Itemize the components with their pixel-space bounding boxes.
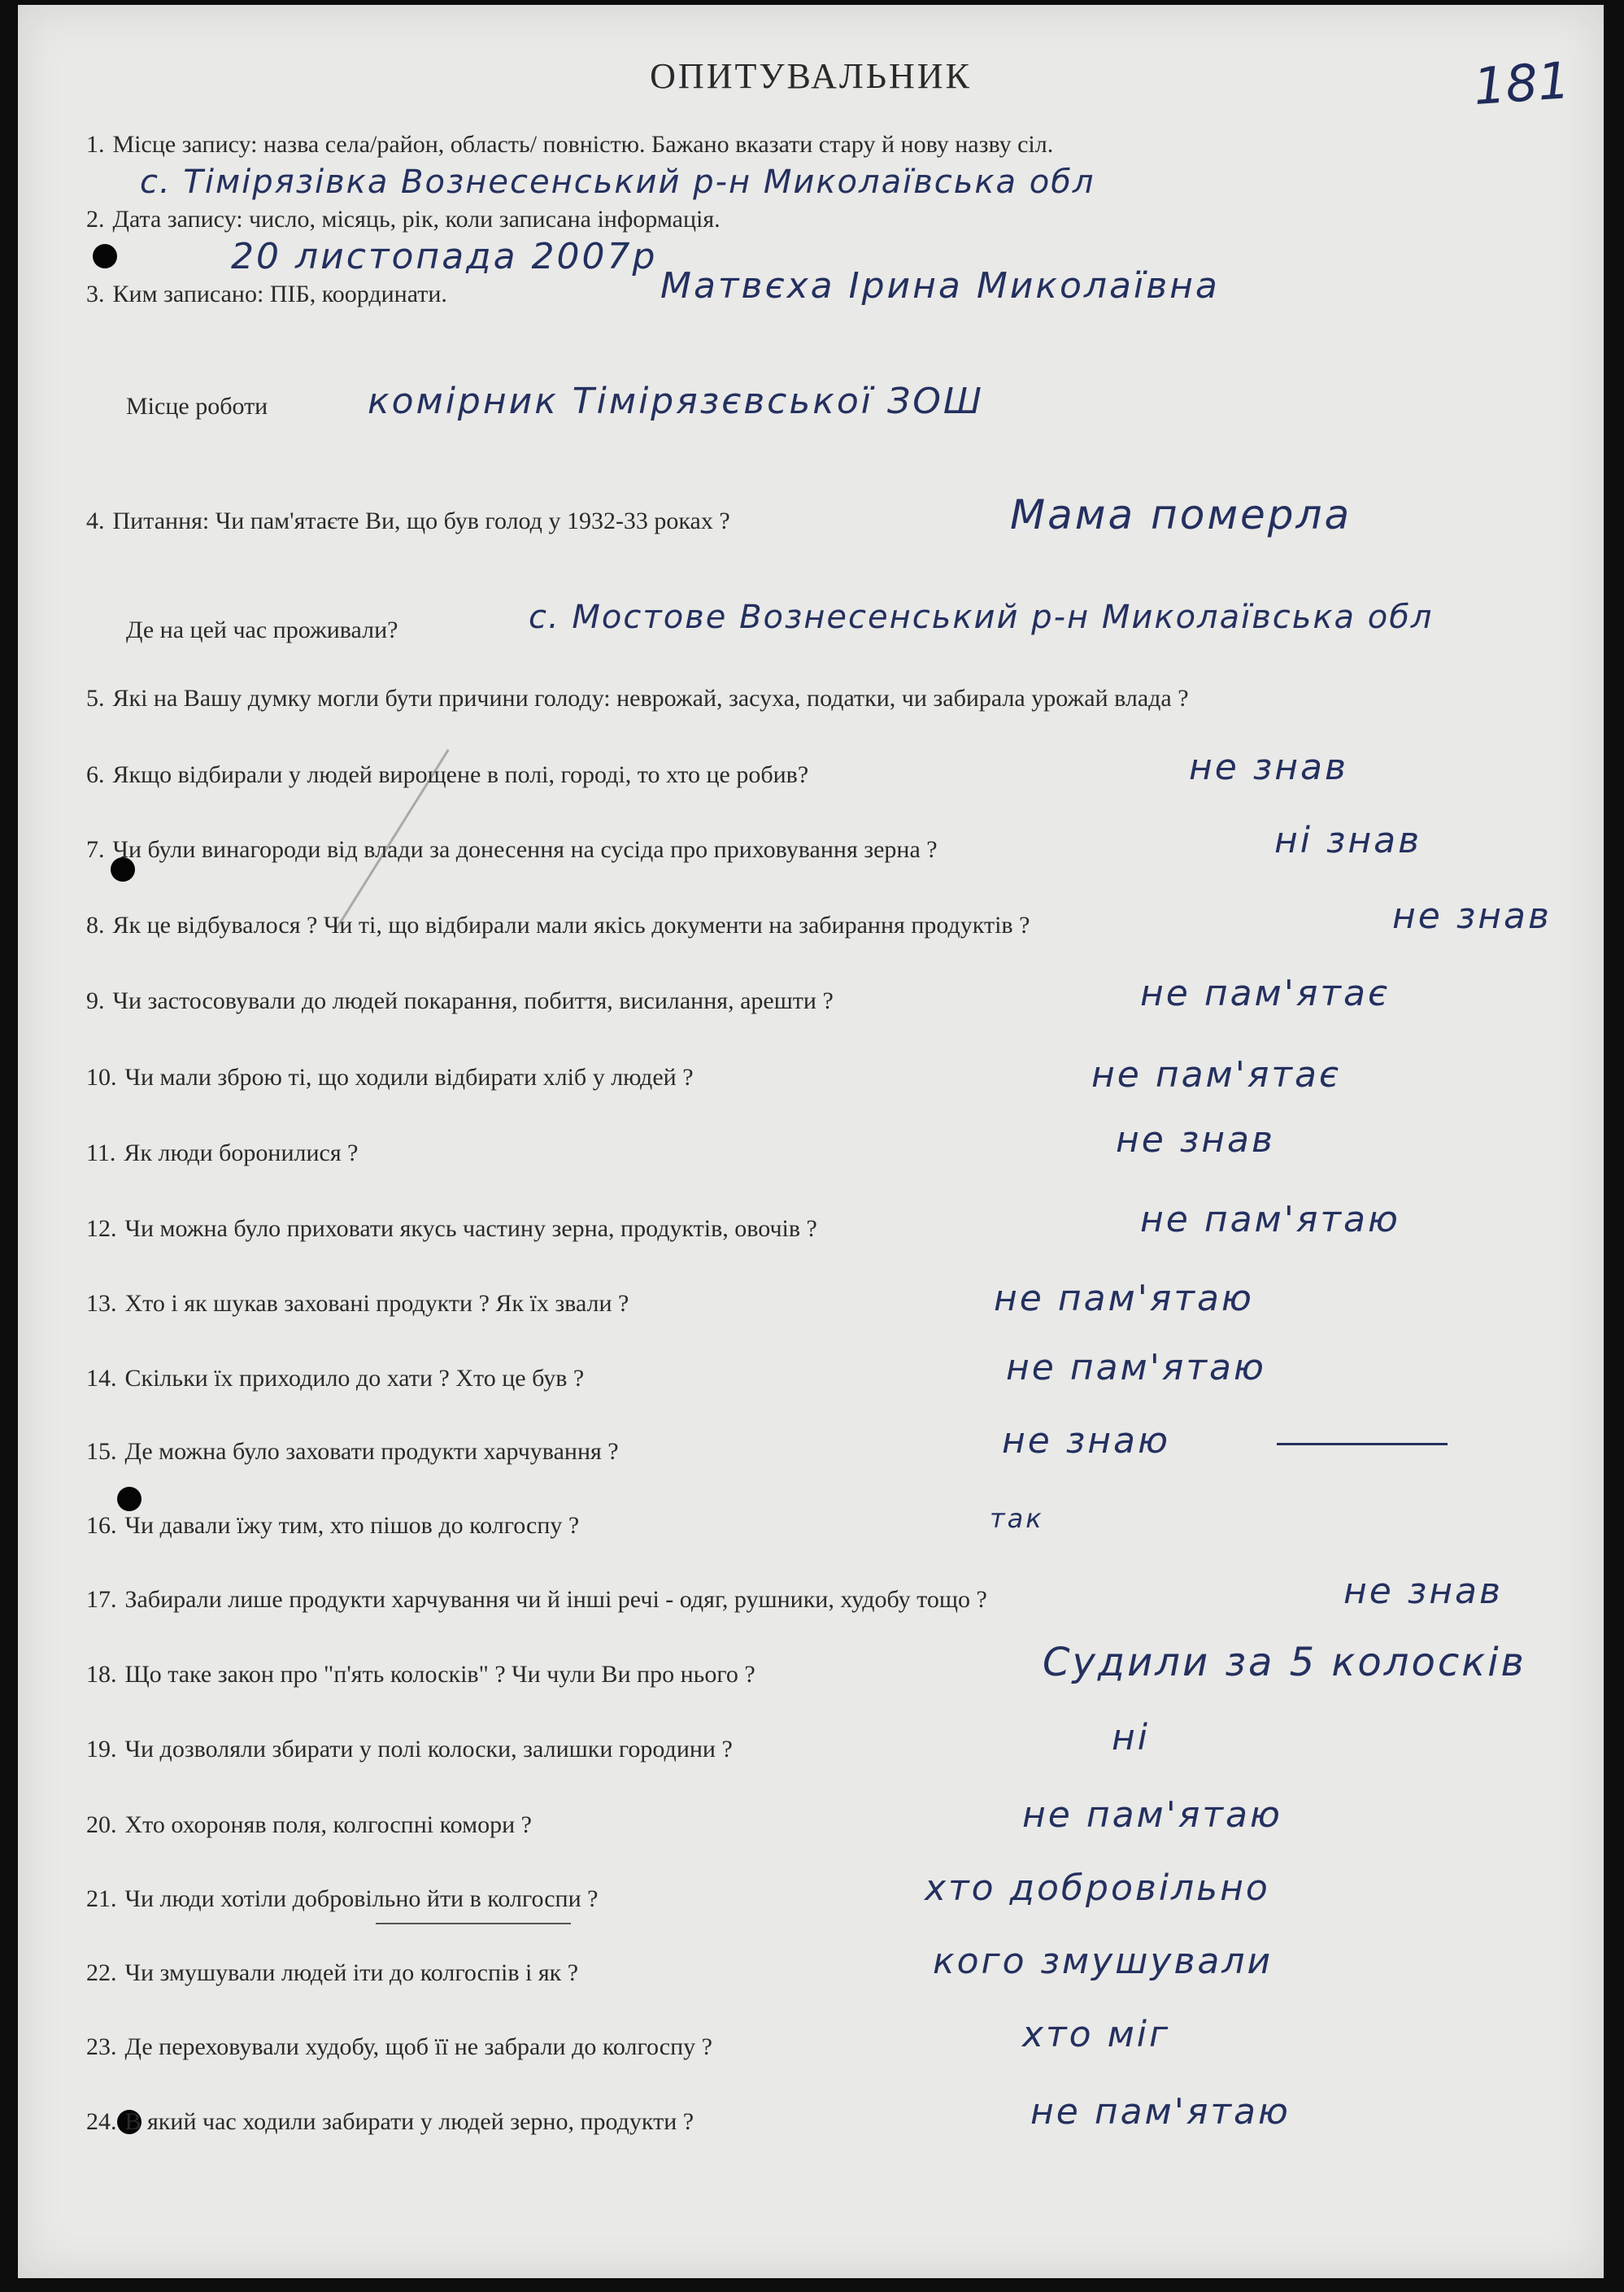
question-3: [86, 281, 447, 308]
question-number: 19.: [86, 1736, 117, 1763]
question-text: Хто охороняв поля, колгоспні комори ?: [124, 1811, 532, 1838]
question-number: 11.: [86, 1139, 116, 1166]
question-text: Чи мали зброю ті, що ходили відбирати хліб у людей ?: [124, 1064, 694, 1091]
question-text: Де переховували худобу, щоб її не забрали до колгоспу ?: [124, 2033, 712, 2060]
residence-answer: с. Мостове Вознесенський р-н Миколаївська обл: [529, 599, 1434, 636]
workplace-label: Місце роботи: [126, 393, 268, 420]
question-7: [86, 836, 938, 864]
question-number: 21.: [86, 1885, 117, 1912]
question-text: Ким записано: ПІБ, координати.: [112, 281, 447, 307]
question-text: В який час ходили забирати у людей зерно, продукти ?: [124, 2108, 694, 2135]
question-text: Чи були винагороди від влади за донесення на сусіда про приховування зерна ?: [112, 836, 938, 863]
question-20: [86, 1811, 532, 1839]
answer-22: кого змушували: [933, 1941, 1274, 1982]
archive-page-number: 181: [1471, 50, 1572, 117]
question-number: 15.: [86, 1438, 117, 1465]
question-number: 3.: [86, 281, 105, 307]
question-1: [86, 131, 1053, 159]
questionnaire-sheet: [18, 5, 1604, 2278]
question-text: Чи змушували людей іти до колгоспів і як ?: [124, 1959, 579, 1986]
answer-21: хто добровільно: [925, 1867, 1270, 1909]
question-5: [86, 685, 1189, 712]
question-text: Як люди боронилися ?: [124, 1139, 359, 1166]
question-number: 12.: [86, 1215, 117, 1242]
question-text: Чи можна було приховати якусь частину зерна, продуктів, овочів ?: [124, 1215, 817, 1242]
question-10: [86, 1064, 694, 1092]
question-number: 4.: [86, 508, 105, 534]
question-number: 5.: [86, 685, 105, 712]
question-text: Чи люди хотіли добровільно йти в колгоспи ?: [124, 1885, 599, 1912]
question-19: [86, 1736, 733, 1763]
answer-24: не пам'ятаю: [1030, 2091, 1291, 2133]
question-18: [86, 1661, 755, 1688]
answer-18: Судили за 5 колосків: [1043, 1640, 1526, 1685]
answer-10: не пам'ятає: [1091, 1054, 1342, 1096]
punch-hole: [93, 244, 117, 268]
question-text: Чи давали їжу тим, хто пішов до колгоспу ?: [124, 1512, 580, 1539]
answer-6: не знав: [1189, 747, 1348, 788]
residence-label: Де на цей час проживали?: [126, 617, 398, 643]
answer-1: с. Тімірязівка Вознесенський р-н Миколаївська обл: [140, 163, 1095, 201]
workplace-answer: комірник Тімірязєвської ЗОШ: [368, 381, 984, 422]
question-text: Як це відбувалося ? Чи ті, що відбирали мали якісь документи на забирання продуктів ?: [112, 912, 1030, 939]
question-6: [86, 761, 808, 789]
question-number: 6.: [86, 761, 105, 788]
answer-9: не пам'ятає: [1140, 973, 1391, 1014]
question-13: [86, 1290, 629, 1318]
question-9: [86, 987, 834, 1015]
question-23: [86, 2033, 712, 2061]
answer-13: не пам'ятаю: [994, 1278, 1254, 1319]
question-22: [86, 1959, 578, 1987]
question-text: Хто і як шукав заховані продукти ? Як їх звали ?: [124, 1290, 629, 1317]
question-15: [86, 1438, 619, 1466]
answer-8: не знав: [1392, 895, 1552, 937]
answer-17: не знав: [1343, 1571, 1503, 1612]
question-number: 1.: [86, 131, 105, 158]
answer-15: не знаю: [1002, 1420, 1170, 1462]
question-24: [86, 2108, 694, 2136]
answer-19: ні: [1112, 1717, 1150, 1758]
question-text: Чи дозволяли збирати у полі колоски, залишки городини ?: [124, 1736, 733, 1763]
answer-2: 20 листопада 2007р: [231, 236, 658, 277]
question-4: [86, 508, 730, 535]
answer-3: Матвєха Ірина Миколаївна: [660, 265, 1220, 307]
answer-14: не пам'ятаю: [1006, 1347, 1266, 1388]
question-text: Скільки їх приходило до хати ? Хто це був ?: [124, 1365, 585, 1392]
answer-23: хто міг: [1022, 2014, 1171, 2055]
question-17: [86, 1586, 987, 1614]
question-text: Чи застосовували до людей покарання, побиття, висилання, арешти ?: [112, 987, 834, 1014]
question-number: 9.: [86, 987, 105, 1014]
question-8: [86, 912, 1030, 939]
page-title: ОПИТУВАЛЬНИК: [650, 56, 972, 96]
question-number: 22.: [86, 1959, 117, 1986]
question-number: 18.: [86, 1661, 117, 1688]
question-text: Які на Вашу думку могли бути причини голоду: неврожай, засуха, податки, чи забирала урожай влада ?: [112, 685, 1189, 712]
text-underline: [376, 1923, 571, 1924]
question-text: Місце запису: назва села/район, область/ повністю. Бажано вказати стару й нову назву сіл.: [112, 131, 1054, 158]
answer-7: ні знав: [1274, 820, 1422, 861]
question-number: 10.: [86, 1064, 117, 1091]
question-number: 16.: [86, 1512, 117, 1539]
punch-hole: [117, 1487, 142, 1511]
question-11: [86, 1139, 358, 1167]
question-text: Де можна було заховати продукти харчування ?: [124, 1438, 619, 1465]
question-number: 2.: [86, 206, 105, 233]
question-text: Якщо відбирали у людей вирощене в полі, городі, то хто це робив?: [112, 761, 809, 788]
question-text: Питання: Чи пам'ятаєте Ви, що був голод у 1932-33 роках ?: [112, 508, 730, 534]
answer-16: так: [990, 1503, 1044, 1534]
question-number: 14.: [86, 1365, 117, 1392]
question-text: Що таке закон про "п'ять колосків" ? Чи чули Ви про нього ?: [124, 1661, 755, 1688]
answer-4: Мама померла: [1010, 491, 1352, 538]
question-number: 7.: [86, 836, 105, 863]
question-text: Дата запису: число, місяць, рік, коли записана інформація.: [112, 206, 721, 233]
question-16: [86, 1512, 579, 1540]
question-number: 8.: [86, 912, 105, 939]
question-number: 20.: [86, 1811, 117, 1838]
question-12: [86, 1215, 817, 1243]
question-21: [86, 1885, 598, 1913]
question-text: Забирали лише продукти харчування чи й інші речі - одяг, рушники, худобу тощо ?: [124, 1586, 987, 1613]
answer-12: не пам'ятаю: [1140, 1199, 1400, 1240]
handwritten-dash: [1277, 1443, 1448, 1445]
question-number: 13.: [86, 1290, 117, 1317]
answer-20: не пам'ятаю: [1022, 1794, 1282, 1836]
question-number: 17.: [86, 1586, 117, 1613]
question-number: 23.: [86, 2033, 117, 2060]
question-number: 24.: [86, 2108, 117, 2135]
answer-11: не знав: [1116, 1119, 1275, 1161]
question-2: [86, 206, 721, 233]
question-14: [86, 1365, 584, 1392]
